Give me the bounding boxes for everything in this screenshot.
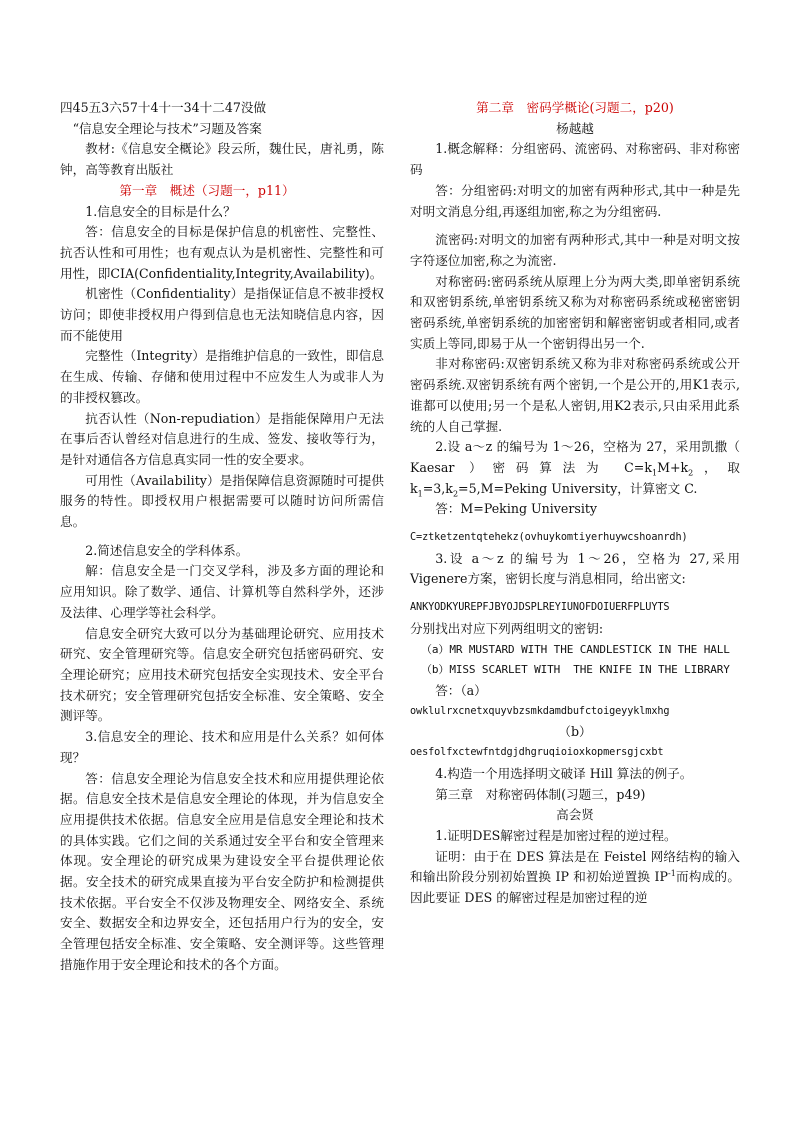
chapter3-title: 第三章 对称密码体制(习题三，p49) <box>435 786 646 802</box>
question-1: 1.信息安全的目标是什么？ <box>85 203 236 219</box>
ch2-answer-2-cipher: C=ztketzentqtehekz(ovhuykomtiyerhuywcshoanrdh) <box>410 532 688 544</box>
ch2-question-3-a: （a）MR MUSTARD WITH THE CANDLESTICK IN THE HALL <box>421 642 730 656</box>
ch3-question-1: 1.证明DES解密过程是加密过程的逆过程。 <box>435 827 677 843</box>
answer-3: 答：信息安全理论为信息安全技术和应用提供理论依据。信息安全技术是信息安全理论的体现，并为信息安全应用提供技术依据。信息安全应用是信息安全理论和技术的具体实践。它们之间的关系通过安全平台和安全管理来体现。安全理论的研究成果为建设安全平台提供理论依据。安全技术的研究成果直接为平台安全防护和检测提供技术依据。平台安全不仅涉及物理安全、网络安全、系统安全、数据安全和边界安全，还包括用户行为的安全，安全管理包括安全标准、安全策略、安全测评等。这些管理措施作用于安全理论和技术的各个方面。 <box>60 770 384 972</box>
ch2-answer-asymmetric: 非对称密码:双密钥系统又称为非对称密码系统或公开密码系统.双密钥系统有两个密钥,一个是公开的,用K1表示,谁都可以使用;另一个是私人密钥,用K2表示,只由采用此系统的人自己掌握. <box>410 356 740 434</box>
answer-1-intro: 答：信息安全的目标是保护信息的机密性、完整性、抗否认性和可用性；也有观点认为是机密性、完整性和可用性，即CIA(Confidentiality,Integrity,Availability)。 <box>60 224 384 281</box>
chapter2-author: 杨越越 <box>556 120 594 136</box>
ch2-answer-2-label: 答：M=Peking University <box>435 501 598 517</box>
ch2-question-3-ciphertext: ANKYODKYUREPFJBYOJDSPLREYIUNOFDOIUERFPLUYTS <box>410 602 670 614</box>
chapter2-title: 第二章 密码学概论(习题二，p20) <box>476 100 674 115</box>
question-3: 3.信息安全的理论、技术和应用是什么关系？如何体现？ <box>60 729 384 765</box>
ch2-question-3-find: 分别找出对应下列两组明文的密钥: <box>410 620 604 636</box>
ch2-answer-stream-cipher: 流密码:对明文的加密有两种形式,其中一种是对明文按字符逐位加密,称之为流密. <box>410 232 740 268</box>
ch3-answer-1: 证明：由于在 DES 算法是在 Feistel 网络结构的输入和输出阶段分别初始置换 IP 和初始逆置换 $IP^{-1}$而构成的。因此要证 DES 的解密过程是加密过程的逆 <box>410 848 740 906</box>
ch2-question-3: 3.设 a～z 的编号为 1～26，空格为 27,采用 Vigenere方案，密钥长度与消息相同，给出密文: <box>410 550 740 587</box>
answer-2-part1: 解：信息安全是一门交叉学科，涉及多方面的理论和应用知识。除了数学、通信、计算机等自然科学外，还涉及法律、心理学等社会科学。 <box>60 563 384 620</box>
ch2-answer-3b-label: （b） <box>558 724 592 740</box>
ch2-question-4: 4.构造一个用选择明文破译 Hill 算法的例子。 <box>435 765 693 781</box>
answer-1-confidentiality: 机密性（Confidentiality）是指保证信息不被非授权访问；即使非授权用户得到信息也无法知晓信息内容，因而不能使用 <box>60 286 384 343</box>
doc-title: “信息安全理论与技术”习题及答案 <box>72 120 262 136</box>
answer-1-availability: 可用性（Availability）是指保障信息资源随时可提供服务的特性。即授权用户根据需要可以随时访问所需信息。 <box>60 472 384 530</box>
chapter1-title: 第一章 概述（习题一，p11） <box>119 182 295 198</box>
answer-2-part2: 信息安全研究大致可以分为基础理论研究、应用技术研究、安全管理研究等。信息安全研究包括密码研究、安全理论研究；应用技术研究包括安全实现技术、安全平台技术研究；安全管理研究包括安全标准、安全策略、安全测评等。 <box>60 625 384 724</box>
right-column <box>410 98 740 909</box>
ch2-question-3-b: （b）MISS SCARLET WITH THE KNIFE IN THE LIBRARY <box>421 663 730 677</box>
ch2-question-2: 2.设 a～z 的编号为 1～26，空格为 27，采用凯撒（ Kaesar ）密码算法为 $C=k_1M+k_2$，取 $k_1=3,k_2=5,M=Peking$ University，计算密文 C. <box>410 439 741 499</box>
answer-1-nonrepudiation: 抗否认性（Non-repudiation）是指能保障用户无法在事后否认曾经对信息进行的生成、签发、接收等行为，是针对通信各方信息真实同一性的安全要求。 <box>60 410 384 467</box>
ch2-answer-3a-key: owklulrxcnetxquyvbzsmkdamdbufctoigeyyklmxhg <box>410 705 670 717</box>
answer-1-integrity: 完整性（Integrity）是指维护信息的一致性，即信息在生成、传输、存储和使用过程中不应发生人为或非人为的非授权篡改。 <box>60 348 384 405</box>
ch2-question-1: 1.概念解释：分组密码、流密码、对称密码、非对称密码 <box>410 141 740 178</box>
ch2-answer-3a-label: 答：（a） <box>435 682 487 698</box>
chapter3-author: 高会贤 <box>556 807 594 823</box>
left-column <box>60 98 384 976</box>
ch2-answer-block-cipher: 答：分组密码:对明文的加密有两种形式,其中一种是先对明文消息分组,再逐组加密,称之为分组密码. <box>410 182 740 219</box>
textbook-info: 教材:《信息安全概论》段云所，魏仕民，唐礼勇，陈钟，高等教育出版社 <box>60 141 384 178</box>
ch2-answer-symmetric: 对称密码:密码系统从原理上分为两大类,即单密钥系统和双密钥系统,单密钥系统又称为对称密码系统或秘密密钥密码系统,单密钥系统的加密密钥和解密密钥或者相同,或者实质上等同,即易于从一个密钥得出另一个. <box>410 273 740 351</box>
question-2: 2.简述信息安全的学科体系。 <box>85 542 249 558</box>
page-header: 四45五3六57十4十一34十二47没做 <box>60 100 267 115</box>
ch2-answer-3b-key: oesfolfxctewfntdgjdhgruqioioxkopmersgjcxbt <box>410 747 664 759</box>
